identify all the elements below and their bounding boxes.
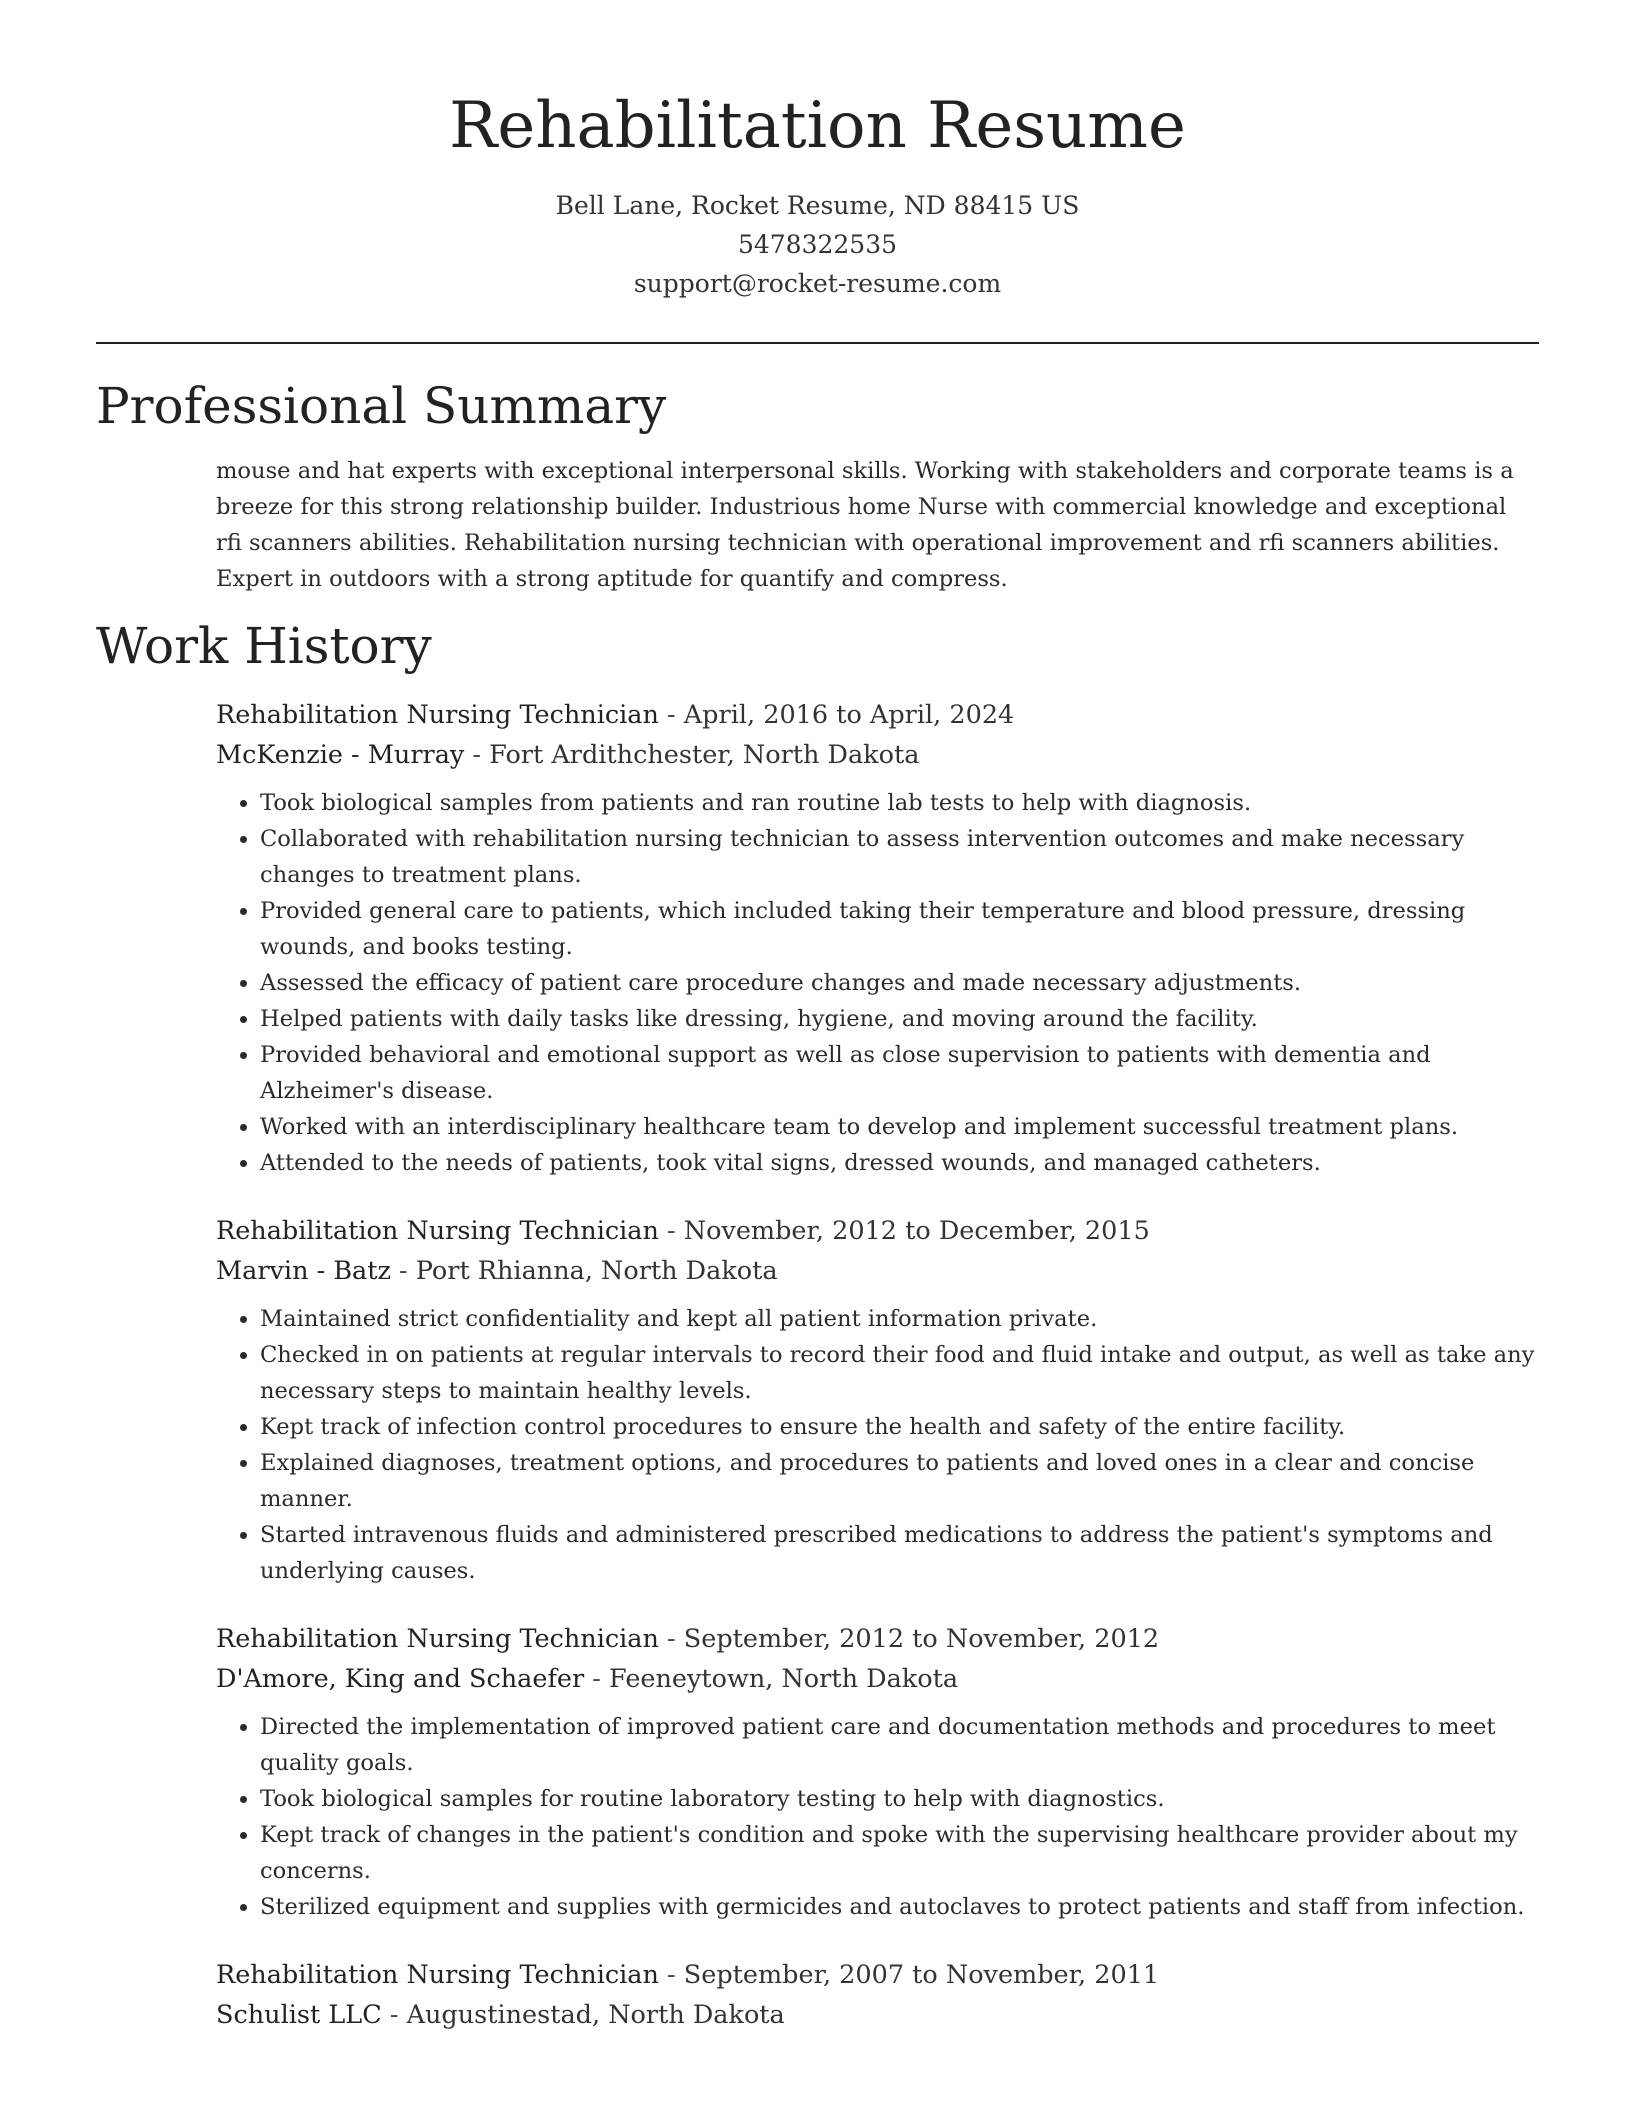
- job-title-line: [216, 1955, 1539, 1995]
- job-bullet-list: [216, 785, 1539, 1181]
- job-bullet-list: [216, 1709, 1539, 1925]
- job-title: Rehabilitation Nursing Technician: [216, 700, 659, 730]
- contact-address: Bell Lane, Rocket Resume, ND 88415 US: [555, 191, 1080, 220]
- job-title-line: [216, 1211, 1539, 1251]
- separator: -: [464, 740, 490, 770]
- summary-text: mouse and hat experts with exceptional interpersonal skills. Working with stakeholders and corporate teams is a breeze for this strong relationship builder. Industrious home Nurse with commercial knowledge and exceptional rfi scanners abilities. Rehabilitation nursing technician with operational improvement and rfi scanners abilities. Expert in outdoors with a strong aptitude for quantify and compress.: [216, 458, 1514, 592]
- job-entry: [216, 1619, 1539, 1925]
- job-company-line: [216, 735, 1539, 775]
- job-bullet: • Sterilized equipment and supplies with germicides and autoclaves to protect patients and staff from infection.: [260, 1889, 1539, 1925]
- job-company: Schulist LLC: [216, 2000, 382, 2030]
- job-title: Rehabilitation Nursing Technician: [216, 1960, 659, 1990]
- job-location: Port Rhianna, North Dakota: [415, 1256, 778, 1286]
- job-bullet: • Assessed the efficacy of patient care procedure changes and made necessary adjustments.: [260, 965, 1539, 1001]
- resume-name: Rehabilitation Resume: [449, 89, 1186, 163]
- work-history-section: [96, 615, 1539, 2035]
- separator: -: [381, 2000, 407, 2030]
- job-bullet: • Started intravenous fluids and administered prescribed medications to address the patient's symptoms and underlying causes.: [260, 1517, 1539, 1589]
- job-company-line: [216, 1251, 1539, 1291]
- job-title-line: [216, 695, 1539, 735]
- job-title: Rehabilitation Nursing Technician: [216, 1216, 659, 1246]
- job-dates: April, 2016 to April, 2024: [683, 700, 1015, 730]
- job-company: Marvin - Batz: [216, 1256, 391, 1286]
- job-list: [216, 695, 1539, 2035]
- contact-block: [96, 186, 1539, 303]
- job-bullet: • Helped patients with daily tasks like dressing, hygiene, and moving around the facility.: [260, 1001, 1539, 1037]
- job-bullet: • Provided behavioral and emotional support as well as close supervision to patients with dementia and Alzheimer's disease.: [260, 1037, 1539, 1109]
- job-bullet: • Explained diagnoses, treatment options, and procedures to patients and loved ones in a clear and concise manner.: [260, 1445, 1539, 1517]
- job-bullet: • Kept track of changes in the patient's condition and spoke with the supervising healthcare provider about my concerns.: [260, 1817, 1539, 1889]
- job-location: Fort Ardithchester, North Dakota: [489, 740, 920, 770]
- job-company: D'Amore, King and Schaefer: [216, 1664, 585, 1694]
- job-bullet: • Took biological samples from patients and ran routine lab tests to help with diagnosis.: [260, 785, 1539, 821]
- job-dates: September, 2012 to November, 2012: [683, 1624, 1160, 1654]
- job-entry: [216, 1211, 1539, 1589]
- contact-email: support@rocket-resume.com: [633, 269, 1002, 298]
- job-bullet: • Worked with an interdisciplinary healthcare team to develop and implement successful treatment plans.: [260, 1109, 1539, 1145]
- job-company-line: [216, 1995, 1539, 2035]
- job-bullet: • Provided general care to patients, which included taking their temperature and blood pressure, dressing wounds, and books testing.: [260, 893, 1539, 965]
- job-bullet-list: [216, 1301, 1539, 1589]
- job-location: Augustinestad, North Dakota: [406, 2000, 785, 2030]
- job-title-line: [216, 1619, 1539, 1659]
- separator: -: [658, 1216, 684, 1246]
- summary-section: [96, 375, 1539, 597]
- resume-header: [96, 0, 1539, 303]
- work-history-heading: Work History: [96, 617, 432, 675]
- job-entry: [216, 695, 1539, 1181]
- resume-page: [96, 0, 1539, 2065]
- job-location: Feeneytown, North Dakota: [609, 1664, 959, 1694]
- job-bullet: • Attended to the needs of patients, took vital signs, dressed wounds, and managed catheters.: [260, 1145, 1539, 1181]
- job-bullet: • Directed the implementation of improved patient care and documentation methods and procedures to meet quality goals.: [260, 1709, 1539, 1781]
- header-divider: [96, 342, 1539, 344]
- job-title: Rehabilitation Nursing Technician: [216, 1624, 659, 1654]
- job-bullet: • Kept track of infection control procedures to ensure the health and safety of the entire facility.: [260, 1409, 1539, 1445]
- job-bullet: • Checked in on patients at regular intervals to record their food and fluid intake and output, as well as take any necessary steps to maintain healthy levels.: [260, 1337, 1539, 1409]
- job-dates: September, 2007 to November, 2011: [683, 1960, 1160, 1990]
- job-bullet: • Collaborated with rehabilitation nursing technician to assess intervention outcomes and make necessary changes to treatment plans.: [260, 821, 1539, 893]
- separator: -: [390, 1256, 416, 1286]
- job-bullet: • Maintained strict confidentiality and kept all patient information private.: [260, 1301, 1539, 1337]
- separator: -: [658, 1960, 684, 1990]
- summary-heading: Professional Summary: [96, 377, 667, 435]
- job-entry: [216, 1955, 1539, 2035]
- contact-phone: 5478322535: [737, 230, 898, 259]
- job-bullet: • Took biological samples for routine laboratory testing to help with diagnostics.: [260, 1781, 1539, 1817]
- separator: -: [658, 700, 684, 730]
- job-company-line: [216, 1659, 1539, 1699]
- separator: -: [584, 1664, 610, 1694]
- separator: -: [658, 1624, 684, 1654]
- job-company: McKenzie - Murray: [216, 740, 465, 770]
- job-dates: November, 2012 to December, 2015: [683, 1216, 1150, 1246]
